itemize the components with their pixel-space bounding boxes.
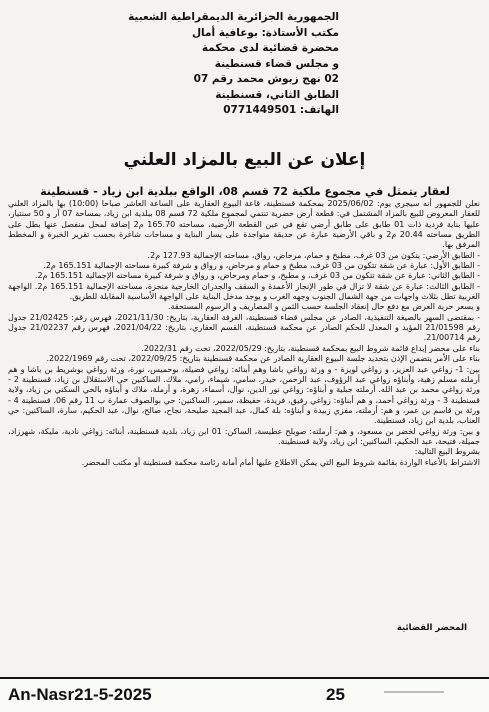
- body-paragraph: و بين: ورثة زواغي لخضر بن مسعود، و هم: أرملته: صويلح عطيسة، الساكن: 01 ابن زياد، بلدية قسنطينة، أبنائه: زواغي نادية، مليكة، شهرزاد، جميلة، فتيحة، عبد الحكيم، الساكنين: ابن زياد، ولاية قسنطينة.: [8, 426, 480, 446]
- notice-title: إعلان عن البيع بالمزاد العلني: [123, 150, 366, 170]
- header-line: الجمهورية الجزائرية الديمقراطية الشعبية: [128, 11, 339, 23]
- signature: المحضر القضائية: [396, 623, 467, 633]
- header-line: مكتب الأستاذة: بوعافية أمال: [191, 26, 339, 39]
- body-paragraph: بين: 1- زواغي عبد العزيز، و زواغي لويزة - و ورثة زواغي باشا وهم أبنائه: زواغي فضيلة، بوحميس، نورة، ورثة زواغي بوشريط بن باشا و هم أرملته مسلم زهية، وأبناؤه زواغي عبد الرؤوف، عبد الرحمن، حيدر، سامي، شيماء، رامي، ملاك. الساكنين حي الاستقلال بن زياد، قسنطينة 2 - ورثة زواغي محمد بن عبد الله. أرملته جبلية و أبناؤه: زواغي نور الدين، نوال، أسماء، زهرة، و أرملة، ملاك و أبناؤه بالحي السكني بن زياد، ولاية قسنطينة 3 - ورثة زواغي أحمد، و هم أبناؤه: زواغي رفيق، فريدة، حفيظة، سمير، الساكنين: حي بوالصوف عمارة ب 11 رقم 06، قسنطينة 4 - ورثة بن قاسم بن عمر، و هم: أرملته، مفزي زبيدة و أبناؤه: بلة كمال، عبد المجيد صليحة، نجاح، صالح، نوال، عبد الحكيم، سارة، الساكنين: حي العناب، بلدية ابن زياد، قسنطينة.: [8, 364, 481, 426]
- header-line: 02 نهج زبوش محمد رقم 07: [193, 73, 339, 85]
- body-paragraph: - الطابق الأول: عبارة عن شقة تتكون من 03 غرف، مطبخ و حمام و مرحاض، و رواق و شرفة كبيرة مساحته الإجمالية 165.151 م2.: [43, 261, 480, 271]
- notice-body: [8, 199, 480, 468]
- header-line: الطابق الثاني، قسنطينة: [215, 88, 339, 101]
- body-paragraph: - بمقتضى السهر بالصيغة التنفيذية، الصادر عن مجلس قضاء قسنطينة، الغرفة العقارية، بتاريخ: 2021/11/30، فهرس رقم: 21/02425 جدول رقم 21/01598 المؤيد و المعدل للحكم الصادر عن محكمة قسنطينة، القسم العقاري، بتاريخ: 2021/04/22، فهرس رقم 21/02237 جدول رقم 21/00714.: [8, 312, 481, 343]
- body-paragraph: نعلن للجمهور أنه سيجري يوم: 2025/06/02 بمحكمة قسنطينة، قاعة البيوع العقارية على الساعة العاشر صباحا (10:00) بها بالمزاد العلني للعقار المعروض للبيع بالمزاد المشتمل في: قطعة أرض حضرية تنتمي لمجموع ملكية 72 قسم 08 ببلدية ابن زياد، بمساحة 07 آر و 50 سنتيار، عليها بناية فردية ذات 01 طابق على طابق أرضي تقع في عين القطعة الأرضية، مساحته 165.70 م2 إضافة لمحل منفصل عنها بطل على الطريق مساحته 20.44 م2 و باقي الأرضية عبارة عن حديقة متواجدة على يسار البناية و مساحات شاغرة بحسب تقرير الخبرة و المخطط المرفق بها.: [8, 199, 481, 250]
- header-line: و مجلس قضاء قسنطينة: [214, 57, 339, 70]
- issue-code: An-Nasr21-5-2025: [8, 685, 152, 704]
- header-line: محضرة قضائية لدى محكمة: [201, 42, 339, 54]
- body-paragraph: - الطابق الثاني: عبارة عن شقة تتكون من 03 غرف، و مطبخ، و حمام ومرحاض، و رواق و شرفة كبيرة مساحته الإجمالية 165.151 م2.: [34, 271, 480, 281]
- body-paragraph: - الطابق الأرضي: يتكون من 03 غرف، مطبخ و حمام، مرحاض، رواق، مساحته الإجمالية 127.93 م2.: [147, 250, 480, 260]
- body-paragraph: و يسعر حرية العرض مع دفع حال إنعقاد الجلسة حسب الثمن و المصاريف و الرسوم المستحقة.: [168, 302, 480, 312]
- body-paragraph: بناء على محضر إيداع قائمة شروط البيع بمحكمة قسنطينة، بتاريخ: 2022/05/29، تحت رقم 2022/31.: [141, 343, 480, 353]
- body-paragraph: الاشتراط بالأعباء الواردة بقائمة شروط البيع التي يمكن الاطلاع عليها أمام أمانة رئاسة محكمة قسنطينة أو مكتب المحضر.: [81, 457, 480, 467]
- page-number: 25: [326, 685, 345, 704]
- body-paragraph: بشروط البيع التالية:: [414, 447, 480, 457]
- header-line: الهاتف: 0771449501: [223, 104, 339, 116]
- bailiff-office-header: [119, 10, 339, 119]
- body-paragraph: - الطابق الثالث: عبارة عن شقة لا تزال في طور الإنجاز الأعمدة و السقف والجدران الخارجية منجزة، مساحته الإجمالية 165.151 م2. الواجهة الغربية تطل بثلاث واجهات من جهة الشمال الجنوب وجهه الغرب و يوجد مدخل البناية على الواجهة الأساسية المقابلة للطريق.: [8, 281, 481, 302]
- page-footer: [0, 677, 489, 712]
- footer-rule: [384, 691, 444, 693]
- notice-subtitle: لعقار يتمثل في مجموع ملكية 72 قسم 08، الواقع ببلدية ابن زياد - قسنطينة: [40, 185, 450, 198]
- body-paragraph: بناء على الأمر يتضمن الإذن بتحديد جلسة البيوع العقارية الصادر عن محكمة قسنطينة بتاريخ: 2022/09/25، تحت رقم 2022/1969.: [46, 354, 480, 364]
